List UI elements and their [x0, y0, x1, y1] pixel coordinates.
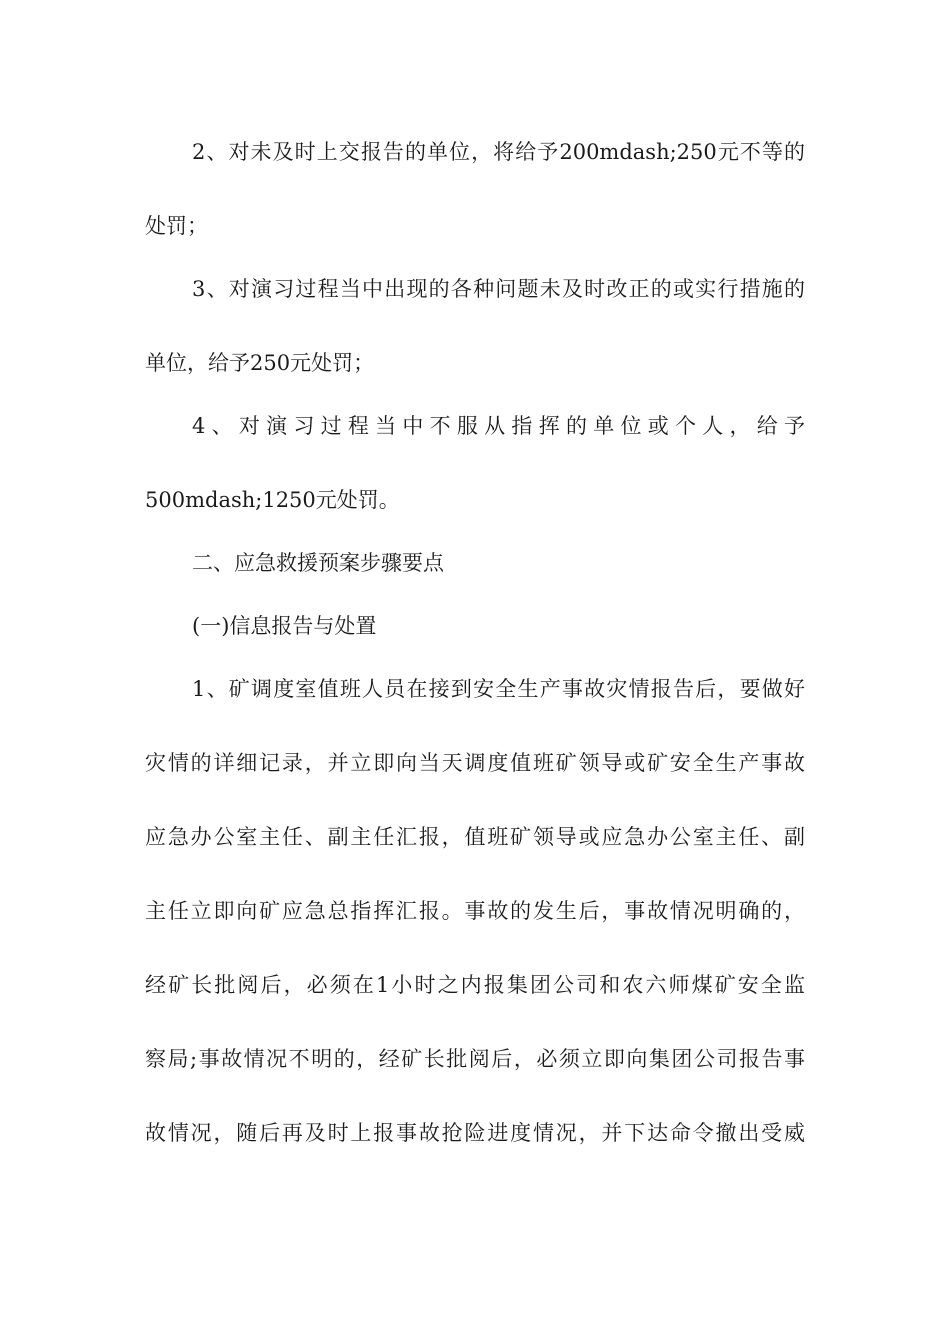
paragraph-1-line-7: 故情况，随后再及时上报事故抢险进度情况，并下达命令撤出受威: [145, 1121, 805, 1145]
paragraph-2-line-2: 处罚；: [145, 214, 208, 238]
paragraph-1-line-5: 经矿长批阅后，必须在1小时之内报集团公司和农六师煤矿安全监: [145, 973, 805, 997]
paragraph-1-line-2: 灾情的详细记录，并立即向当天调度值班矿领导或矿安全生产事故: [145, 751, 805, 775]
paragraph-1-line-4: 主任立即向矿应急总指挥汇报。事故的发生后，事故情况明确的，: [145, 899, 805, 923]
paragraph-1-line-3: 应急办公室主任、副主任汇报，值班矿领导或应急办公室主任、副: [145, 825, 805, 849]
section-heading: 二、应急救援预案步骤要点: [192, 551, 444, 575]
paragraph-1-line-6: 察局;事故情况不明的，经矿长批阅后，必须立即向集团公司报告事: [145, 1047, 805, 1071]
paragraph-4-line-2: 500mdash;1250元处罚。: [145, 488, 400, 512]
paragraph-3-line-1: 3、对演习过程当中出现的各种问题未及时改正的或实行措施的: [192, 277, 805, 301]
subsection-heading: (一)信息报告与处置: [192, 614, 377, 638]
paragraph-1-line-1: 1、矿调度室值班人员在接到安全生产事故灾情报告后，要做好: [192, 677, 805, 701]
paragraph-3-line-2: 单位，给予250元处罚；: [145, 351, 375, 375]
paragraph-2-line-1: 2、对未及时上交报告的单位，将给予200mdash;250元不等的: [192, 140, 805, 164]
paragraph-4-line-1: 4、对演习过程当中不服从指挥的单位或个人，给予: [192, 414, 805, 438]
